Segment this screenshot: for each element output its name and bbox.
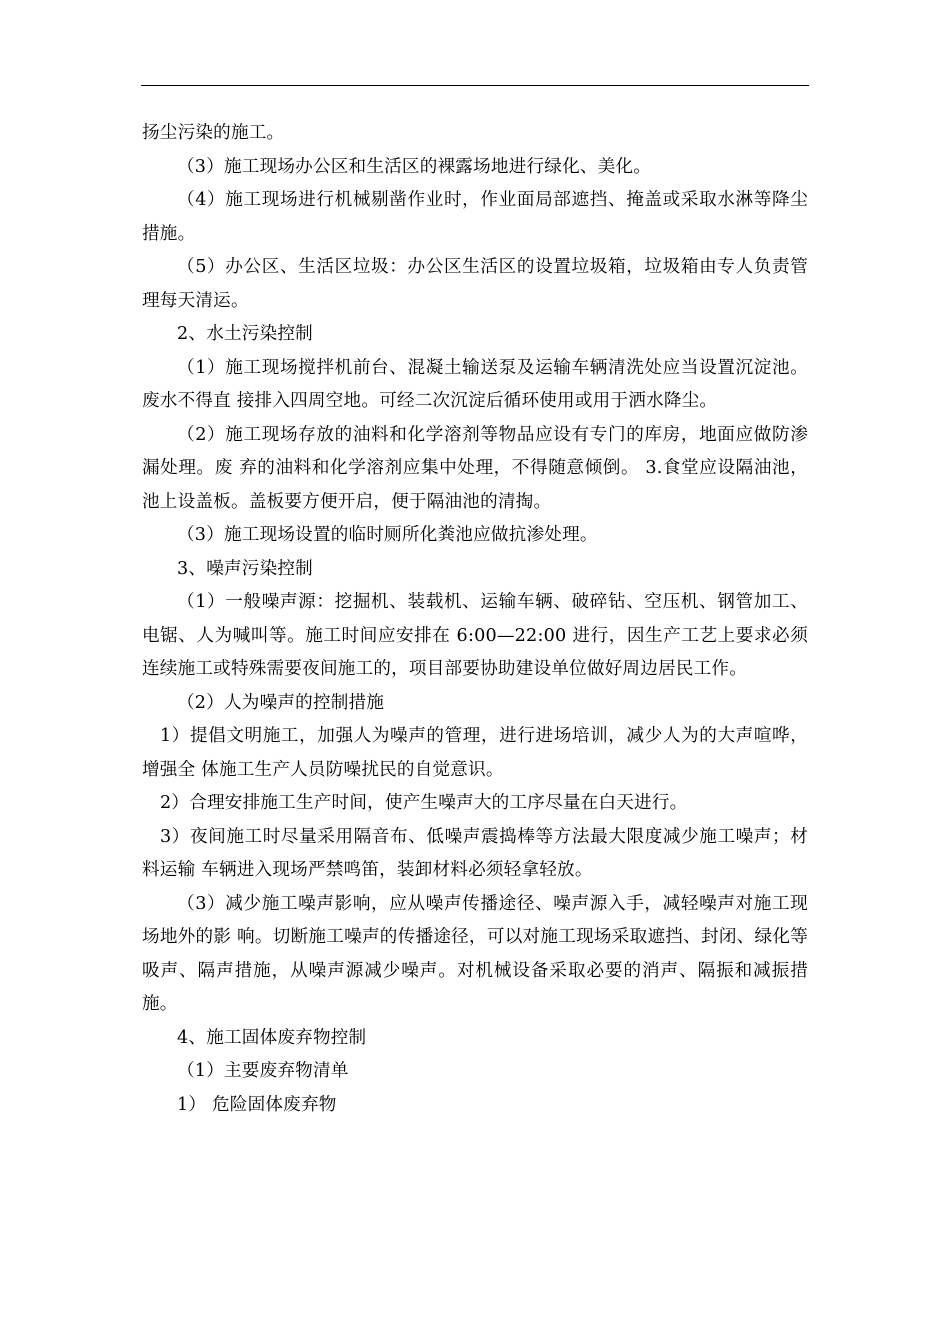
paragraph: （1）一般噪声源：挖掘机、装载机、运输车辆、破碎钻、空压机、钢管加工、电锯、人为喊叫等。施工时间应安排在 6:00—22:00 进行，因生产工艺上要求必须连续施工或特殊需要夜间施工的，项目部要协助建设单位做好周边居民工作。 xyxy=(142,592,808,679)
paragraph: （3）施工现场办公区和生活区的裸露场地进行绿化、美化。 xyxy=(177,156,652,177)
paragraph: （3）施工现场设置的临时厕所化粪池应做抗渗处理。 xyxy=(177,525,598,545)
subsection-heading: （2）人为噪声的控制措施 xyxy=(177,692,385,713)
paragraph: （2）施工现场存放的油料和化学溶剂等物品应设有专门的库房，地面应做防渗漏处理。废 弃的油料和化学溶剂应集中处理，不得随意倾倒。 3.食堂应设隔油池，池上设盖板。盖板要方便开启，便于隔油池的清掏。 xyxy=(142,424,808,512)
paragraph: （5）办公区、生活区垃圾：办公区生活区的设置垃圾箱，垃圾箱由专人负责管理每天清运。 xyxy=(142,257,808,311)
paragraph: （1）施工现场搅拌机前台、混凝土输送泵及运输车辆清洗处应当设置沉淀池。废水不得直 接排入四周空地。可经二次沉淀后循环使用或用于洒水降尘。 xyxy=(142,357,808,411)
subsection-heading: （1）主要废弃物清单 xyxy=(177,1061,349,1081)
document-body xyxy=(142,117,808,1122)
section-heading: 2、水土污染控制 xyxy=(177,324,313,344)
list-item: 1） 危险固体废弃物 xyxy=(177,1094,337,1115)
list-item: 3）夜间施工时尽量采用隔音布、低噪声震捣棒等方法最大限度减少施工噪声；材料运输 车辆进入现场严禁鸣笛，装卸材料必须轻拿轻放。 xyxy=(142,826,808,880)
section-heading: 4、施工固体废弃物控制 xyxy=(177,1027,367,1048)
list-item: 1）提倡文明施工，加强人为噪声的管理，进行进场培训，减少人为的大声喧哗，增强全 体施工生产人员防噪扰民的自觉意识。 xyxy=(142,726,808,780)
paragraph: （3）减少施工噪声影响，应从噪声传播途径、噪声源入手，减轻噪声对施工现场地外的影 响。切断施工噪声的传播途径，可以对施工现场采取遮挡、封闭、绿化等吸声、隔声措施，从噪声源减少噪声。对机械设备采取必要的消声、隔振和减振措施。 xyxy=(142,893,808,1014)
list-item: 2）合理安排施工生产时间，使产生噪声大的工序尽量在白天进行。 xyxy=(160,793,688,813)
paragraph: （4）施工现场进行机械剔凿作业时，作业面局部遮挡、掩盖或采取水淋等降尘措施。 xyxy=(142,190,808,244)
section-heading: 3、噪声污染控制 xyxy=(177,558,313,579)
paragraph: 扬尘污染的施工。 xyxy=(142,123,285,143)
header-rule xyxy=(141,85,809,86)
